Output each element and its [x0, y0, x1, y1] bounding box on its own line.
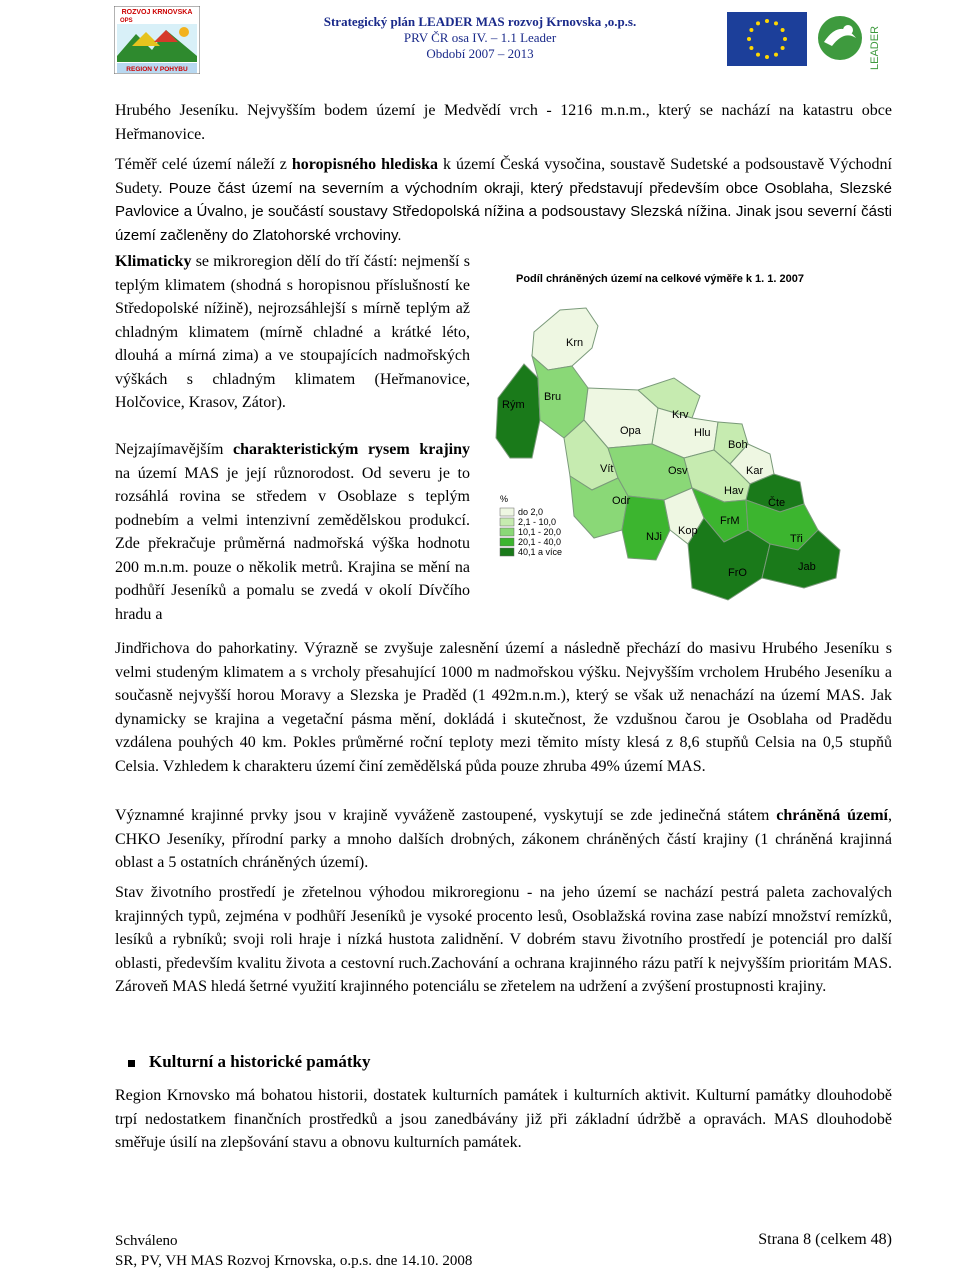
term-climate: Klimaticky: [115, 253, 192, 270]
label-fro: FrO: [728, 567, 747, 579]
legend-label: 2,1 - 10,0: [518, 517, 557, 527]
label-tri: Tři: [790, 533, 803, 545]
label-hav: Hav: [724, 485, 744, 497]
legend-swatch: [500, 528, 514, 536]
footer-page-number: Strana 8 (celkem 48): [758, 1231, 892, 1248]
paragraph-landscape-character: Nejzajímavějším charakteristickým rysem krajiny na území MAS je její různorodost. Od severu je to rozsáhlá rovina se středem v Osoblaze s teplým podnebím a velmi intenzivní zemědělskou produkcí. Zde překračuje průměrná nadmořská výška hodnotu 200 m.n.m. pouze o několik metrů. Krajina se mění na podhůří Jeseníků a pomalu se zvedá v okolí Dívčího hradu a: [115, 441, 471, 623]
eu-star-icon: [756, 53, 760, 57]
label-cte: Čte: [768, 497, 786, 509]
label-rym: Rým: [502, 399, 525, 411]
legend-swatch: [500, 508, 514, 516]
legend-swatch: [500, 548, 514, 556]
label-kar: Kar: [746, 465, 764, 477]
header-program: PRV ČR osa IV. – 1.1 Leader: [403, 30, 557, 45]
legend-label: 10,1 - 20,0: [518, 527, 562, 537]
eu-star-icon: [774, 53, 778, 57]
region-rym: [496, 364, 540, 458]
header-title: Strategický plán LEADER MAS rozvoj Krnovska ,o.p.s.: [323, 14, 637, 29]
logo-ops-text: OPS: [120, 18, 133, 24]
label-jab: Jab: [798, 561, 816, 573]
paragraph-relief-highest-point: Hrubého Jeseníku. Nejvyšším bodem území je Medvědí vrch - 1216 m.n.m., který se nachází na katastru obce Heřmanovice.: [115, 102, 892, 143]
label-krv: Krv: [672, 409, 689, 421]
section-heading-cultural-monuments: Kulturní a historické památky: [128, 1052, 828, 1072]
document-header: [260, 14, 700, 62]
eu-flag-logo: [727, 8, 807, 74]
map-legend: [500, 507, 562, 557]
eu-star-icon: [749, 28, 753, 32]
eu-star-icon: [756, 21, 760, 25]
eu-star-icon: [774, 21, 778, 25]
protected-areas-map: [488, 268, 893, 613]
label-vit: Vít: [600, 463, 614, 475]
legend-label: do 2,0: [518, 507, 544, 517]
paragraph-protected-areas: Významné krajinné prvky jsou v krajině vyváženě zastoupené, vyskytují se zde jedinečná státem chráněná území, CHKO Jeseníky, přírodní parky a mnoho dalších drobných, zákonem chráněných částí krajiny (1 chráněná krajinná oblast a 5 ostatních chráněných území).: [115, 807, 893, 871]
paragraph-orography: Téměř celé území náleží z horopisného hlediska k území Česká vysočina, soustavě Sudetské a podsoustavě Východní Sudety. Pouze část území na severním a východním okraji, který představují především obce Osoblaha, Slezské Pavlovice a Úvalno, je součástí soustavy Středopolská nížina a podsoustavy Slezská nížina. Jinak jsou severní části území začleněny do Zlatohorské vrchoviny.: [115, 156, 893, 244]
map-title: Podíl chráněných území na celkové výměře k 1. 1. 2007: [516, 273, 804, 285]
label-krn: Krn: [566, 337, 584, 349]
legend-swatch: [500, 538, 514, 546]
mas-logo: [114, 6, 200, 74]
eu-star-icon: [781, 28, 785, 32]
eu-star-icon: [765, 55, 769, 59]
bullet-square-icon: [128, 1060, 135, 1067]
footer-approval: Schváleno SR, PV, VH MAS Rozvoj Krnovska, o.p.s. dne 14.10. 2008: [115, 1233, 473, 1269]
leader-logo: [810, 8, 888, 74]
region-krn: [532, 308, 598, 370]
label-osv: Osv: [668, 465, 688, 477]
legend-label: 40,1 a více: [518, 547, 563, 557]
term-orographic: horopisného hlediska: [291, 156, 439, 173]
logo-top-text: ROZVOJ KRNOVSKA: [121, 9, 193, 16]
header-period: Období 2007 – 2013: [426, 46, 534, 61]
label-hlu: Hlu: [694, 427, 711, 439]
leader-logo-text: LEADER: [869, 25, 881, 70]
eu-star-icon: [765, 19, 769, 23]
paragraph-climate: Klimaticky se mikroregion dělí do tří částí: nejmenší s teplým klimatem (shodná s horopisnou příslušností ke Středopolské nížině), nejrozsáhlejší s mírně teplým až chladným klimatem (mírně chladné a krátké léto, dlouhá a mírná zima) a ve stoupajících nadmořských výškách s chladným klimatem (Heřmanovice, Holčovice, Krasov, Zátor).: [115, 253, 470, 411]
paragraph-environment: Stav životního prostředí je zřetelnou výhodou mikroregionu - na jeho území se nachází pestrá paleta zachovalých krajinných typů, zejména v podhůří Jeseníků je vysoké procento lesů, Osoblažská rovina zase nabízí množství remízků, lesíků a rybníků; svoji roli hraje i nízká hustota zalidnění. V dobrém stavu životního prostředí je potenciál pro další oblasti, především kvalitu života a cestovní ruch.Zachování a ochrana krajinného rázu patří k nejvyšším prioritám MAS. Zároveň MAS hledá šetrné využití krajinného potenciálu se zřetelem na udržení a zvýšení prostupnosti krajiny.: [115, 884, 892, 995]
eu-star-icon: [783, 37, 787, 41]
label-odr: Odr: [612, 495, 631, 507]
eu-star-icon: [747, 37, 751, 41]
label-nji: NJi: [646, 531, 662, 543]
eu-star-icon: [781, 46, 785, 50]
legend-swatch: [500, 518, 514, 526]
paragraph-landscape-continuation: Jindřichova do pahorkatiny. Výrazně se zvyšuje zalesnění území a následně přechází do masivu Hrubého Jeseníku s velmi studeným klimatem a s vrcholy přesahující 1000 m nadmořskou výšku. Nejvyšším vrcholem Hrubého Jeseníku a současně nejvyšší horou Moravy a Slezska je Praděd (1 492m.n.m.), který se však už nenachází na území MAS. Jak dynamicky se krajina a vegetační pásma mění, dokládá i skutečnost, že vzdušnou čarou je Osoblaha od Pradědu vzdálena pouhých 40 km. Pokles průměrné roční teploty mezi těmito místy klesá z 8,6 stupňů Celsia na 0,5 stupňů Celsia. Vzhledem k charakteru území činí zemědělská půda pouze zhruba 49% území MAS.: [115, 640, 892, 775]
label-boh: Boh: [728, 439, 748, 451]
legend-label: 20,1 - 40,0: [518, 537, 562, 547]
eu-star-icon: [749, 46, 753, 50]
label-opa: Opa: [620, 425, 641, 437]
logo-bottom-text: REGION V POHYBU: [126, 66, 188, 73]
term-protected-areas: chráněná území: [776, 807, 889, 824]
term-landscape-feature: charakteristickým rysem krajiny: [233, 441, 471, 458]
paragraph-cultural-monuments: Region Krnovsko má bohatou historii, dostatek kulturních památek i kulturních aktivit. Kulturní památky dlouhodobě trpí nedostatkem finančních prostředků a jsou zanedbávány již při základní údržbě a opravách. MAS dlouhodobě směřuje úsilí na zlepšování stavu a obnovu kulturních památek.: [115, 1087, 892, 1151]
label-kop: Kop: [678, 525, 698, 537]
label-frm: FrM: [720, 515, 740, 527]
label-bru: Bru: [544, 391, 562, 403]
legend-unit: %: [500, 494, 509, 504]
